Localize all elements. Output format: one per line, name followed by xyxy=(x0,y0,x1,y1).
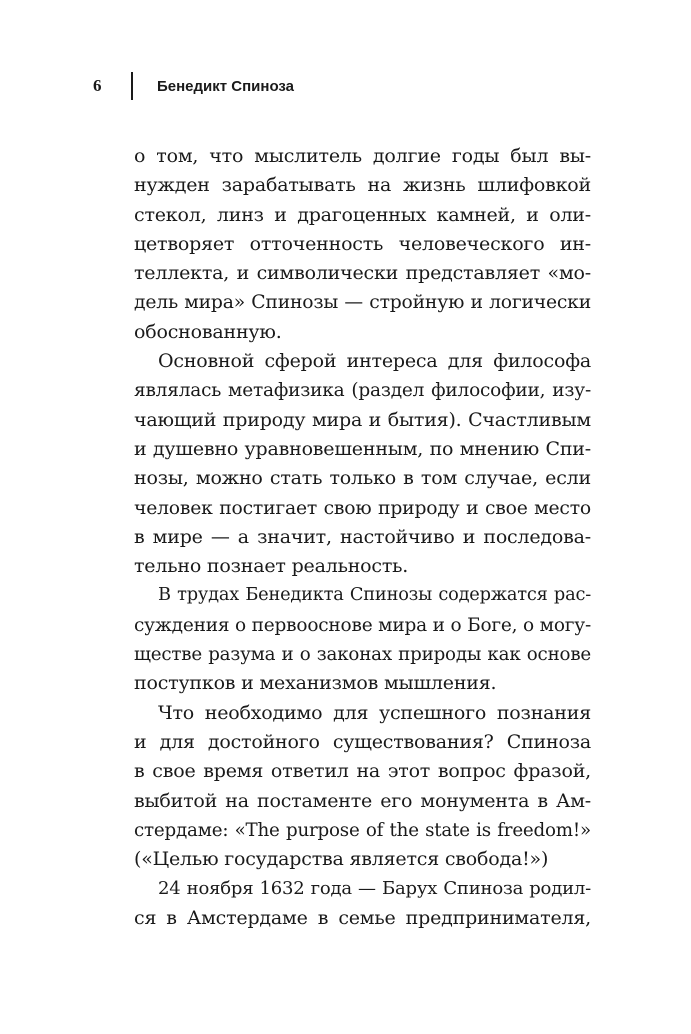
text-line: суждения о первооснове мира и о Боге, о могу- xyxy=(134,614,591,636)
text-line: в мире — а значит, настойчиво и последова- xyxy=(134,525,591,548)
header-divider xyxy=(131,72,133,100)
text-line: ществе разума и о законах природы как основе xyxy=(134,644,591,666)
text-line: В трудах Бенедикта Спинозы содержатся рас- xyxy=(158,585,591,606)
text-line: чающий природу мира и бытия). Счастливым xyxy=(134,408,591,431)
text-line: стердаме: «The purpose of the state is freedom!» xyxy=(134,819,591,841)
text-line: тельно познает реальность. xyxy=(134,555,409,578)
page-number: 6 xyxy=(93,76,102,95)
text-line: обоснованную. xyxy=(134,320,282,343)
text-line: ся в Амстердаме в семье предпринимателя, xyxy=(134,906,591,929)
page-header xyxy=(93,73,294,99)
text-line: человек постигает свою природу и свое место xyxy=(134,497,591,519)
text-line: о том, что мыслитель долгие годы был вы- xyxy=(134,145,591,167)
text-line: дель мира» Спинозы — стройную и логически xyxy=(134,292,591,314)
text-line: и для достойного существования? Спиноза xyxy=(134,730,591,753)
running-title: Бенедикт Спиноза xyxy=(157,77,295,95)
text-line: («Целью государства является свобода!») xyxy=(134,848,549,871)
text-line: теллекта, и символически представляет «мо- xyxy=(134,262,591,285)
text-line: поступков и механизмов мышления. xyxy=(134,672,497,695)
text-line: нужден зарабатывать на жизнь шлифовкой xyxy=(134,174,591,197)
text-line: являлась метафизика (раздел философии, изу- xyxy=(134,380,591,402)
text-line: в свое время ответил на этот вопрос фразой, xyxy=(134,760,591,783)
text-line: 24 ноября 1632 года — Барух Спиноза родил- xyxy=(158,878,591,900)
text-line: стекол, линз и драгоценных камней, и оли- xyxy=(134,203,591,226)
body-text xyxy=(134,142,591,933)
text-line: нозы, можно стать только в том случае, если xyxy=(134,467,591,490)
text-line: Основной сферой интереса для философа xyxy=(158,350,591,373)
text-line: Что необходимо для успешного познания xyxy=(158,701,591,724)
text-line: цетворяет отточенность человеческого ин- xyxy=(134,232,591,255)
text-line: выбитой на постаменте его монумента в Ам- xyxy=(134,789,591,812)
text-line: и душевно уравновешенным, по мнению Спи- xyxy=(134,437,591,460)
